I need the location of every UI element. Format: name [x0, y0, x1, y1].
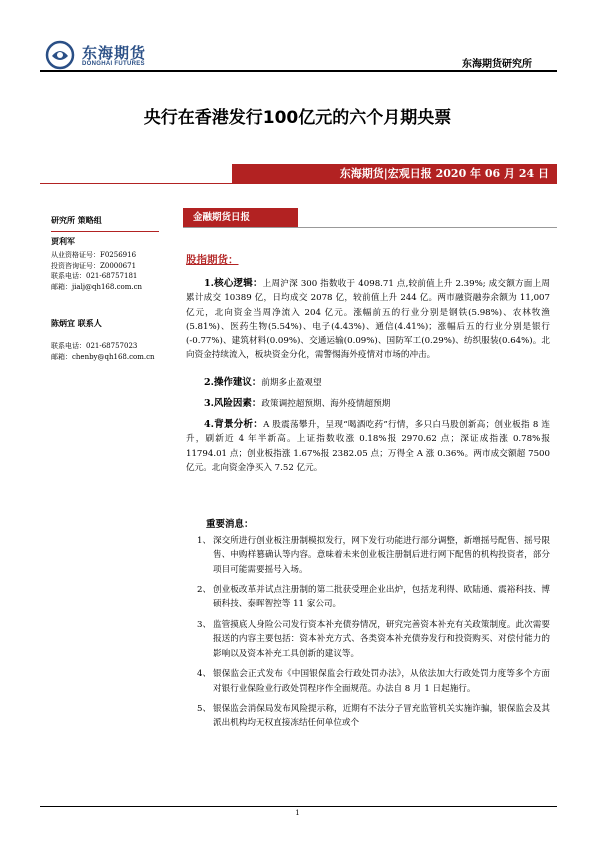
news-item: 3、 监管摸底人身险公司发行资本补充债券情况，研究完善资本补充有关政策制度。此次需要报送的内容主要包括：资本补充方式、各类资本补充债券发行和投资购买、对偿付能力的影响以及资本补充工具创新的建议等。 [197, 620, 550, 659]
donghai-logo-icon [45, 40, 75, 70]
background-heading: 4.背景分析： [204, 419, 264, 430]
analyst1-cert: 从业资格证号：F0256916 [51, 251, 137, 259]
analyst2-block [51, 341, 155, 362]
sidebar-dept: 研究所 策略组 [51, 215, 102, 225]
risk-body: 政策调控超预期、海外疫情超预期 [261, 399, 391, 409]
analyst1-email[interactable]: 邮箱：jialj@qh168.com.cn [51, 282, 142, 291]
analyst1-name: 贾利军 [51, 236, 75, 246]
logo-cn-text: 东海期货 [82, 44, 147, 62]
background-paragraph [186, 418, 550, 475]
index-futures-label: 股指期货： [186, 254, 239, 266]
core-logic-paragraph [186, 277, 550, 363]
header-divider [40, 70, 557, 72]
risk-paragraph [186, 397, 550, 411]
analyst2-email[interactable]: 邮箱：chenby@qh168.com.cn [51, 352, 155, 361]
section-tag-line [183, 227, 557, 228]
footer-divider [40, 806, 557, 807]
news-item: 2、 创业板改革并试点注册制的第二批获受理企业出炉，包括龙利得、欧陆通、震裕科技、博硕科技、泰晖智控等 11 家公司。 [197, 585, 550, 610]
page-number: 1 [295, 809, 300, 817]
risk-heading: 3.风险因素： [204, 398, 262, 409]
core-logic-heading: 1.核心逻辑： [204, 278, 263, 289]
news-item: 1、 深交所进行创业板注册制模拟发行，网下发行功能进行部分调整，新增摇号配售、摇号限售、申购样篡确认等内容。意味着未来创业板注册制后进行网下配售的机构投资者，部分项目可能需要摇号入场。 [197, 536, 550, 575]
advice-heading: 2.操作建议： [204, 377, 262, 388]
section-tag: 金融期货日报 [183, 208, 298, 227]
news-item: 4、 银保监会正式发布《中国银保监会行政处罚办法》，从依法加大行政处罚力度等多个方面对银行业保险业行政处罚程序作全面规范。办法自 8 月 1 日起施行。 [197, 669, 550, 694]
analyst2-name: 陈炳宜 联系人 [51, 318, 102, 328]
news-title: 重要消息： [206, 519, 254, 530]
news-item: 5、 银保监会消保局发布风险提示称，近期有不法分子冒充监管机关实施诈骗，银保监会及其派出机构均无权直接冻结任何单位或个 [197, 704, 550, 729]
page-title: 央行在香港发行100亿元的六个月期央票 [143, 108, 452, 128]
advice-body: 前期多止盈观望 [261, 378, 322, 388]
sidebar-divider [51, 231, 159, 232]
analyst1-block [51, 250, 142, 292]
analyst1-phone: 联系电话：021-68757181 [51, 272, 138, 280]
news-list [186, 534, 550, 737]
banner-rule [40, 183, 557, 184]
analyst1-invest: 投资咨询证号：Z0000671 [51, 261, 137, 270]
core-logic-body: 上周沪深 300 指数收于 4098.71 点,较前值上升 2.39%; 成交额方面上周累计成交 10389 亿，日均成交 2078 亿，较前值上升 244 亿。两市融资融券余额为 11,007 亿元，北向资金当周净流入 204 亿元。涨幅前五的行业分别是钢铁(5.98%)、农林牧渔(5.81%)、医药生物(5.54%)、电子(4.43%)、通信(4.41%)；涨幅后五的行业分别是银行(-0.77%)、建筑材料(0.09%)、交通运输(0.09%)、国防军工(0.29%)、纺织服装(0.64%)。北向资金持续流入，板块资金分化，需警惕海外疫情对市场的冲击。 [186, 279, 550, 361]
logo-en-text: DONGHAI FUTURES [82, 61, 145, 67]
advice-paragraph [186, 376, 550, 390]
report-banner: 东海期货|宏观日报 2020 年 06 月 24 日 [232, 164, 557, 184]
header-org: 东海期货研究所 [462, 59, 532, 70]
analyst2-phone: 联系电话：021-68757023 [51, 342, 138, 350]
background-body: A 股震荡攀升，呈现“喝酒吃药”行情，多只白马股创新高；创业板指 8 连升，刷新近 4 年半新高。上证指数收涨 0.18%报 2970.62 点；深证成指涨 0.78%报 11794.01 点；创业板指涨 1.67%报 2382.05 点；万得全 A 涨 0.36%。两市成交额超 7500 亿元。北向资金净买入 7.52 亿元。 [186, 420, 550, 473]
